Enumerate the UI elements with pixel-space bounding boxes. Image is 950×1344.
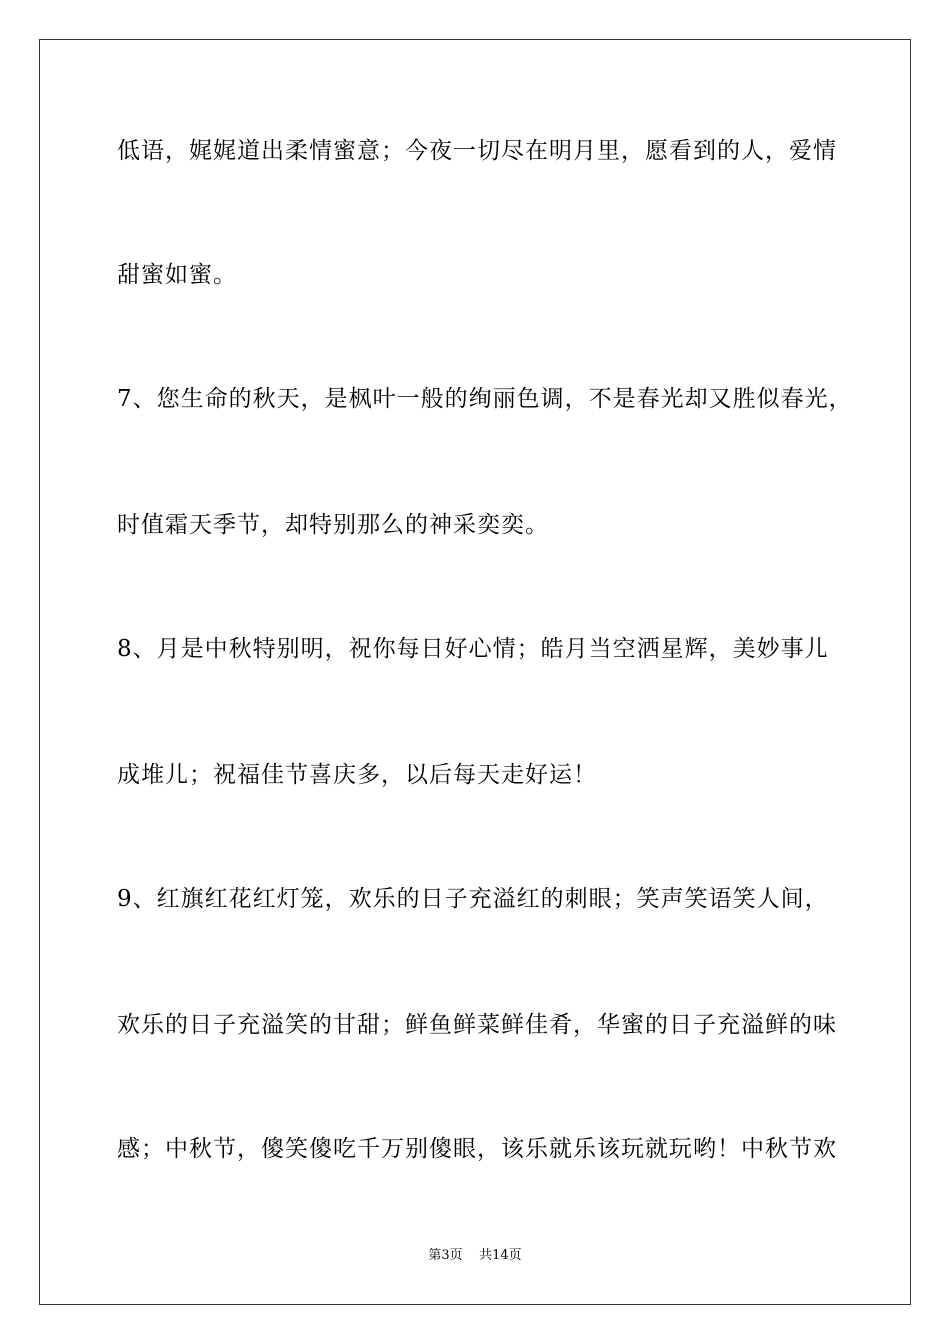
page-border (39, 39, 911, 1305)
text-line-4: 时值霜天季节，却特别那么的神采奕奕。 (117, 512, 549, 538)
text-line-5: 8、月是中秋特别明，祝你每日好心情；皓月当空洒星辉，美妙事儿 (117, 636, 829, 662)
text-line-9: 感；中秋节，傻笑傻吃千万别傻眼，该乐就乐该玩就玩哟！中秋节欢 (117, 1136, 837, 1162)
text-line-1: 低语，娓娓道出柔情蜜意；今夜一切尽在明月里，愿看到的人，爱情 (117, 138, 837, 164)
text-line-6: 成堆儿；祝福佳节喜庆多，以后每天走好运！ (117, 762, 597, 788)
page-number: 第3页 (428, 1248, 463, 1263)
text-line-7: 9、红旗红花红灯笼，欢乐的日子充溢红的刺眼；笑声笑语笑人间， (117, 886, 829, 912)
page-footer (0, 1247, 950, 1265)
text-line-3: 7、您生命的秋天，是枫叶一般的绚丽色调，不是春光却又胜似春光， (117, 386, 853, 412)
text-line-8: 欢乐的日子充溢笑的甘甜；鲜鱼鲜菜鲜佳肴，华蜜的日子充溢鲜的味 (117, 1012, 837, 1038)
total-pages: 共14页 (479, 1248, 522, 1263)
text-line-2: 甜蜜如蜜。 (117, 262, 237, 288)
